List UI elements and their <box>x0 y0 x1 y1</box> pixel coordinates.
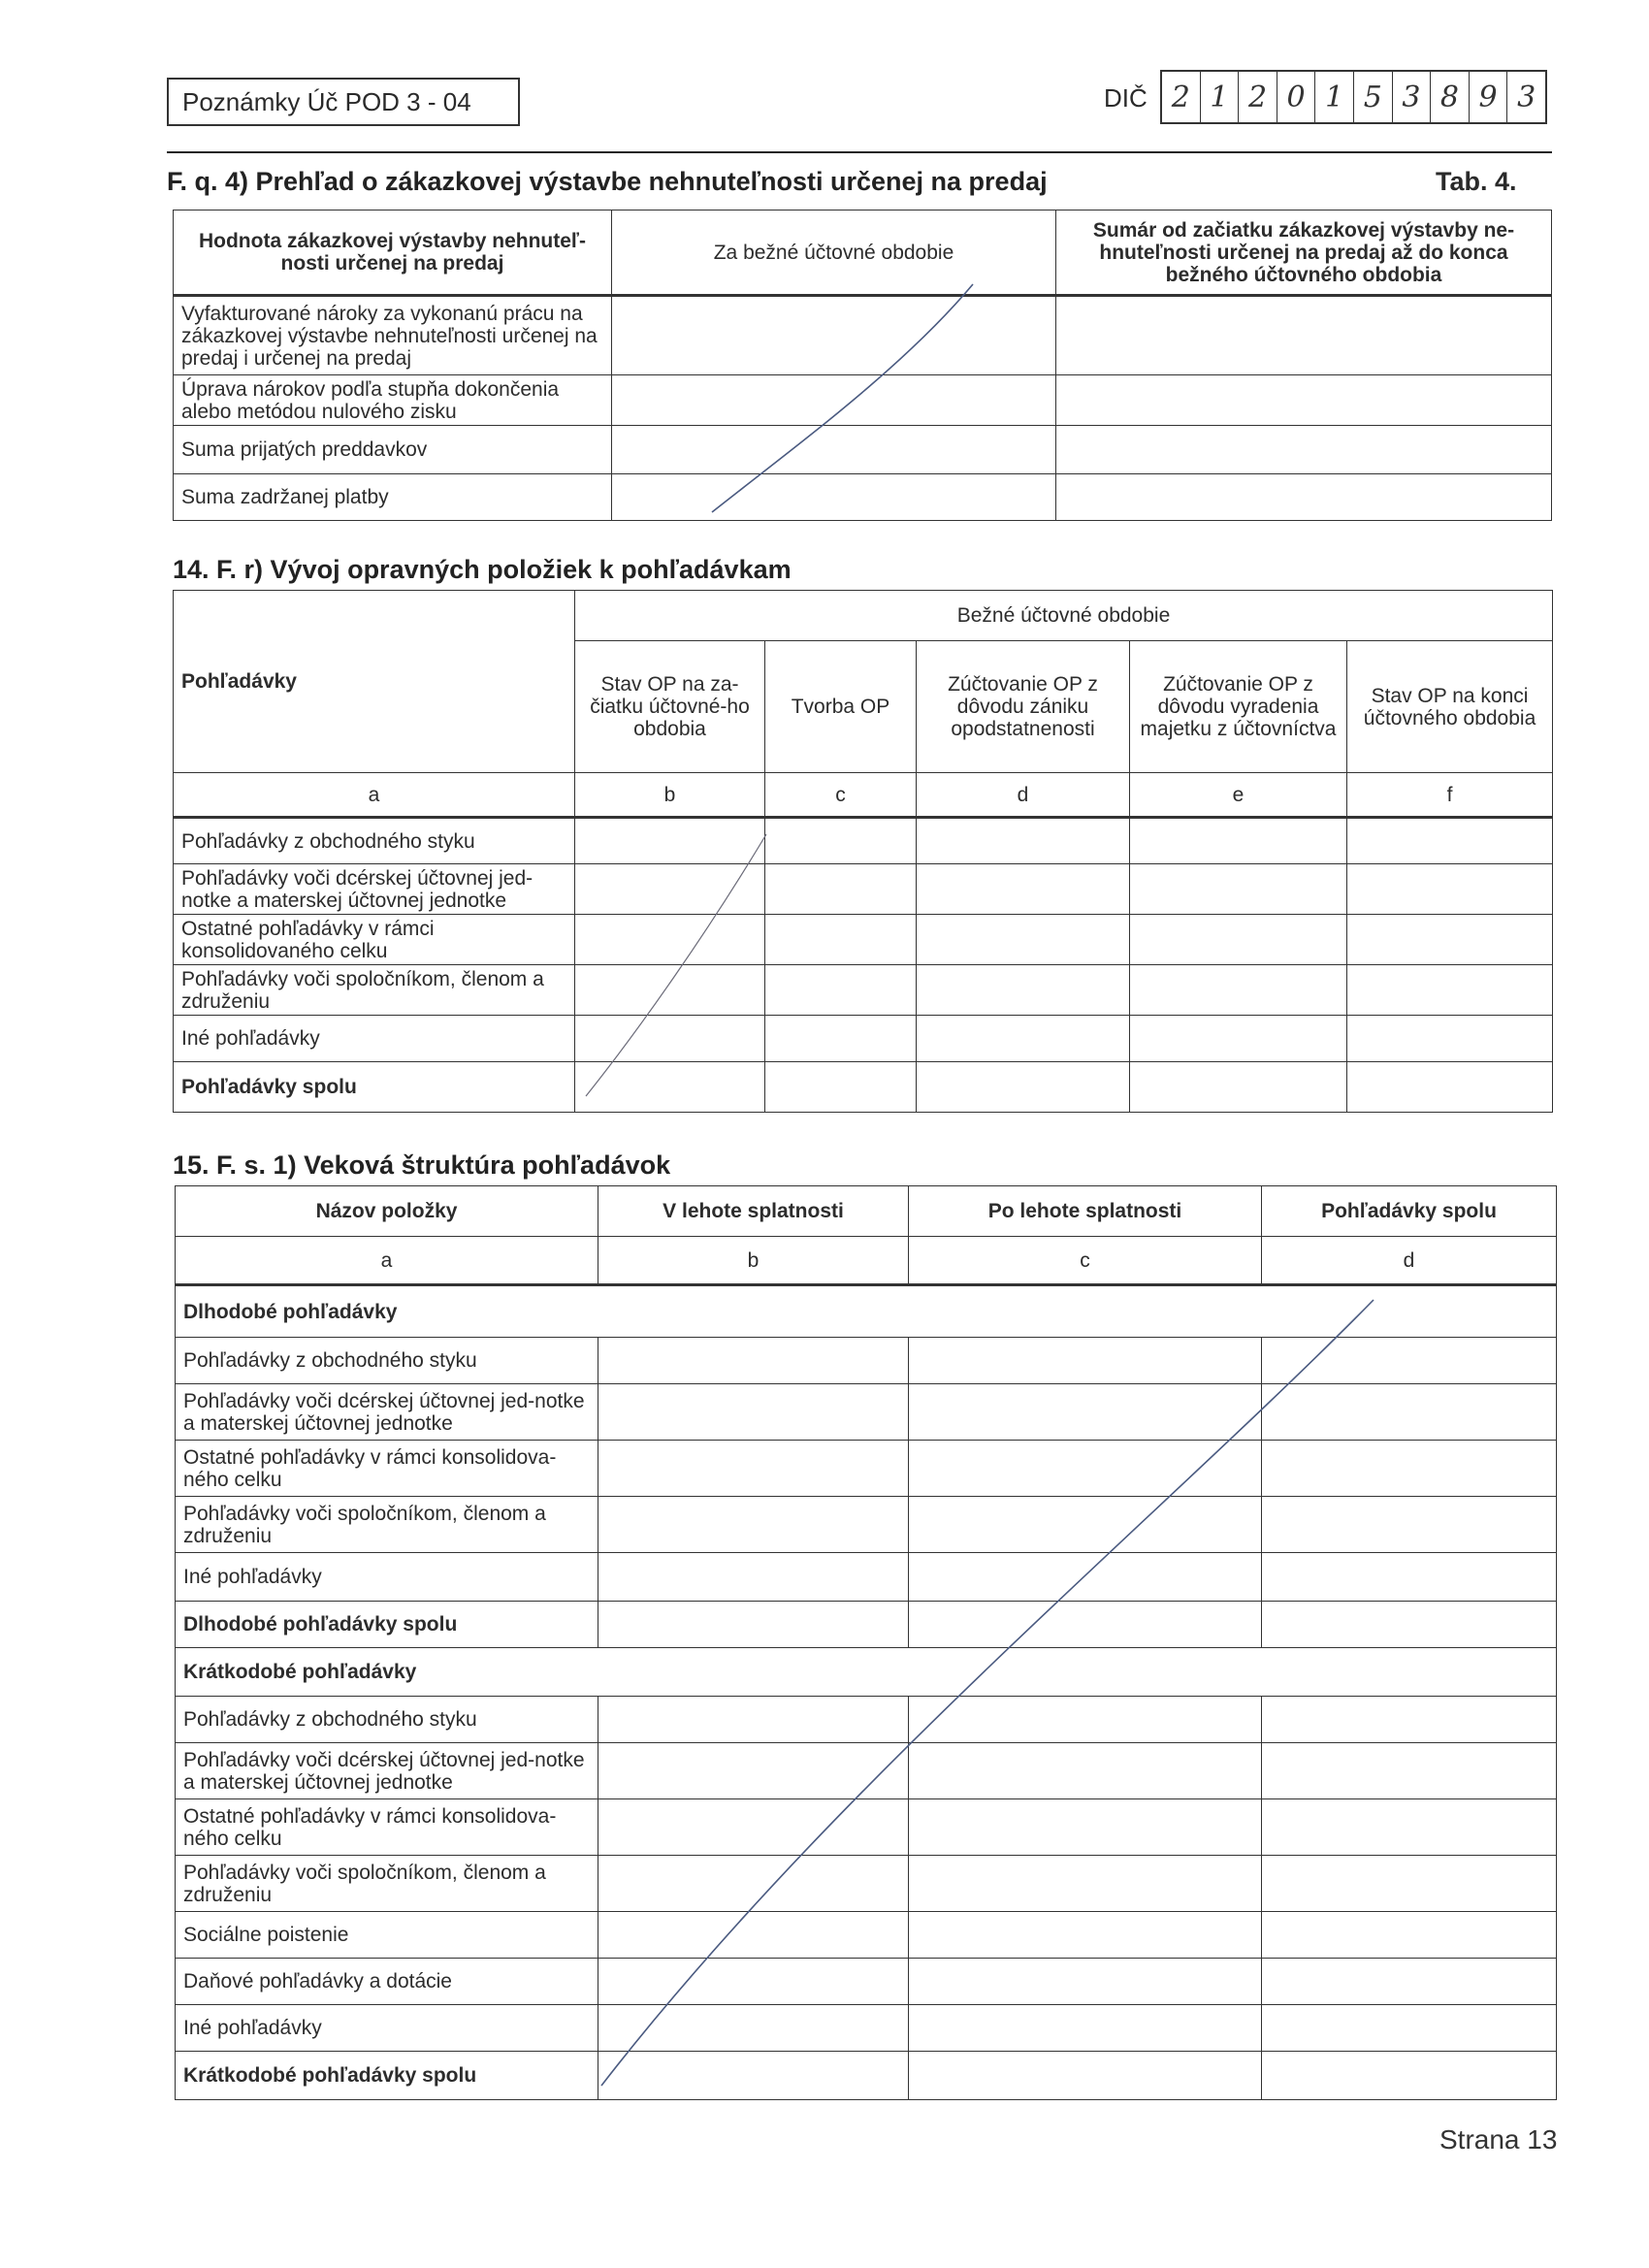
table-cell <box>909 1553 1262 1602</box>
table-cell <box>1347 864 1553 915</box>
table-cell <box>917 915 1130 965</box>
tab4-table <box>173 210 1552 521</box>
table-cell <box>598 1856 909 1912</box>
table-cell <box>909 1697 1262 1743</box>
table-cell <box>909 1497 1262 1553</box>
sec15-long-total: Dlhodobé pohľadávky spolu <box>176 1602 598 1648</box>
col-letter: b <box>575 773 765 818</box>
sec15-row-label: Pohľadávky voči dcérskej účtovnej jed-notke a materskej účtovnej jednotke <box>176 1743 598 1799</box>
header-rule <box>167 151 1552 153</box>
sec14-row-label: Iné pohľadávky <box>174 1016 575 1062</box>
dic-digit: 0 <box>1277 72 1316 122</box>
table-cell <box>1056 375 1552 426</box>
form-label: Poznámky Úč POD 3 - 04 <box>167 78 520 126</box>
dic-boxes <box>1160 70 1547 124</box>
table-cell <box>1056 296 1552 375</box>
sec15-row-label: Iné pohľadávky <box>176 2005 598 2052</box>
table-cell <box>1262 1912 1557 1959</box>
table-cell <box>909 1441 1262 1497</box>
table-cell <box>1130 915 1347 965</box>
table-cell <box>598 1912 909 1959</box>
table-cell <box>1130 864 1347 915</box>
table-cell <box>917 965 1130 1016</box>
table-cell <box>909 1384 1262 1441</box>
table-cell <box>575 965 765 1016</box>
table-cell <box>575 1062 765 1113</box>
col-letter: a <box>174 773 575 818</box>
table-cell <box>765 915 917 965</box>
table-cell <box>765 818 917 864</box>
table-cell <box>1262 1697 1557 1743</box>
sec15-table <box>175 1185 1557 2100</box>
sec14-header-receivables: Pohľadávky <box>174 591 575 773</box>
sec14-row-label: Pohľadávky z obchodného styku <box>174 818 575 864</box>
sec15-row-label: Pohľadávky voči dcérskej účtovnej jed-notke a materskej účtovnej jednotke <box>176 1384 598 1441</box>
tab4-row-label: Úprava nárokov podľa stupňa dokončenia alebo metódou nulového zisku <box>174 375 612 426</box>
dic-digit: 9 <box>1470 72 1508 122</box>
table-cell <box>1130 1016 1347 1062</box>
page-number: Strana 13 <box>1439 2124 1558 2155</box>
table-cell <box>1347 818 1553 864</box>
sec15-long-header: Dlhodobé pohľadávky <box>176 1285 1557 1338</box>
dic-digit: 1 <box>1201 72 1240 122</box>
table-cell <box>1262 1959 1557 2005</box>
table-cell <box>1262 1553 1557 1602</box>
table-cell <box>598 2005 909 2052</box>
sec14-row-label: Pohľadávky voči spoločníkom, členom a združeniu <box>174 965 575 1016</box>
sec14-header-creation: Tvorba OP <box>765 641 917 773</box>
table-cell <box>598 1743 909 1799</box>
table-cell <box>598 1338 909 1384</box>
sec15-row-label: Pohľadávky z obchodného styku <box>176 1338 598 1384</box>
table-cell <box>1262 2052 1557 2100</box>
table-cell <box>1056 474 1552 521</box>
table-cell <box>1130 818 1347 864</box>
tab4-label: Tab. 4. <box>1436 167 1517 196</box>
sec15-header-total: Pohľadávky spolu <box>1262 1186 1557 1237</box>
table-cell <box>1347 915 1553 965</box>
dic-digit: 3 <box>1393 72 1432 122</box>
sec15-header-overdue: Po lehote splatnosti <box>909 1186 1262 1237</box>
table-cell <box>612 474 1056 521</box>
table-cell <box>765 1016 917 1062</box>
table-cell <box>612 375 1056 426</box>
sec15-header-due: V lehote splatnosti <box>598 1186 909 1237</box>
dic-label: DIČ <box>1104 83 1148 113</box>
table-cell <box>598 1799 909 1856</box>
col-letter: b <box>598 1237 909 1285</box>
sec14-header-release-disposal: Zúčtovanie OP z dôvodu vyradenia majetku z účtovníctva <box>1130 641 1347 773</box>
table-cell <box>917 1062 1130 1113</box>
sec15-row-label: Daňové pohľadávky a dotácie <box>176 1959 598 2005</box>
table-cell <box>909 1602 1262 1648</box>
dic-digit: 1 <box>1315 72 1354 122</box>
table-cell <box>1056 426 1552 474</box>
table-cell <box>575 864 765 915</box>
sec15-header-name: Názov položky <box>176 1186 598 1237</box>
sec15-row-label: Ostatné pohľadávky v rámci konsolidova-ného celku <box>176 1441 598 1497</box>
table-cell <box>909 1799 1262 1856</box>
table-cell <box>612 426 1056 474</box>
tab4-header-current: Za bežné účtovné obdobie <box>612 211 1056 296</box>
col-letter: e <box>1130 773 1347 818</box>
col-letter: c <box>909 1237 1262 1285</box>
table-cell <box>917 818 1130 864</box>
table-cell <box>1262 1743 1557 1799</box>
table-cell <box>1262 1799 1557 1856</box>
table-cell <box>1130 965 1347 1016</box>
tab4-row-label: Suma prijatých preddavkov <box>174 426 612 474</box>
table-cell <box>765 965 917 1016</box>
table-cell <box>917 1016 1130 1062</box>
table-cell <box>598 1602 909 1648</box>
table-cell <box>598 1697 909 1743</box>
tab4-header-value: Hodnota zákazkovej výstavby nehnuteľ-nosti určenej na predaj <box>174 211 612 296</box>
col-letter: d <box>917 773 1130 818</box>
sec14-header-opening: Stav OP na za-čiatku účtovné-ho obdobia <box>575 641 765 773</box>
table-cell <box>575 915 765 965</box>
dic-digit: 2 <box>1239 72 1277 122</box>
table-cell <box>1130 1062 1347 1113</box>
sec15-row-label: Sociálne poistenie <box>176 1912 598 1959</box>
table-cell <box>612 296 1056 375</box>
table-cell <box>598 2052 909 2100</box>
table-cell <box>1262 1384 1557 1441</box>
sec15-short-total: Krátkodobé pohľadávky spolu <box>176 2052 598 2100</box>
table-cell <box>909 1338 1262 1384</box>
dic-digit: 8 <box>1431 72 1470 122</box>
table-cell <box>909 1912 1262 1959</box>
sec15-row-label: Pohľadávky voči spoločníkom, členom a združeniu <box>176 1497 598 1553</box>
table-cell <box>1262 1441 1557 1497</box>
table-cell <box>1262 1497 1557 1553</box>
table-cell <box>909 1959 1262 2005</box>
sec14-header-period: Bežné účtovné obdobie <box>575 591 1553 641</box>
table-cell <box>917 864 1130 915</box>
dic-digit: 5 <box>1354 72 1393 122</box>
table-cell <box>575 1016 765 1062</box>
sec15-short-header: Krátkodobé pohľadávky <box>176 1648 1557 1697</box>
table-cell <box>598 1441 909 1497</box>
tab4-title: F. q. 4) Prehľad o zákazkovej výstavbe nehnuteľnosti určenej na predaj <box>167 167 1048 196</box>
table-cell <box>598 1497 909 1553</box>
sec14-table <box>173 590 1553 1113</box>
tab4-header-cumulative: Sumár od začiatku zákazkovej výstavby ne-hnuteľnosti určenej na predaj až do konca bežného účtovného obdobia <box>1056 211 1552 296</box>
table-cell <box>909 2052 1262 2100</box>
table-cell <box>1347 1016 1553 1062</box>
table-cell <box>1262 1856 1557 1912</box>
table-cell <box>598 1959 909 2005</box>
sec15-title: 15. F. s. 1) Veková štruktúra pohľadávok <box>173 1150 671 1180</box>
table-cell <box>909 1856 1262 1912</box>
sec14-header-release-obsolete: Zúčtovanie OP z dôvodu zániku opodstatnenosti <box>917 641 1130 773</box>
table-cell <box>1347 965 1553 1016</box>
sec14-total-label: Pohľadávky spolu <box>174 1062 575 1113</box>
table-cell <box>575 818 765 864</box>
sec15-row-label: Iné pohľadávky <box>176 1553 598 1602</box>
table-cell <box>765 864 917 915</box>
col-letter: a <box>176 1237 598 1285</box>
sec15-row-label: Ostatné pohľadávky v rámci konsolidova-ného celku <box>176 1799 598 1856</box>
table-cell <box>1262 1338 1557 1384</box>
sec14-row-label: Ostatné pohľadávky v rámci konsolidovaného celku <box>174 915 575 965</box>
table-cell <box>909 1743 1262 1799</box>
col-letter: d <box>1262 1237 1557 1285</box>
sec14-row-label: Pohľadávky voči dcérskej účtovnej jed-notke a materskej účtovnej jednotke <box>174 864 575 915</box>
table-cell <box>765 1062 917 1113</box>
table-cell <box>1262 1602 1557 1648</box>
table-cell <box>598 1384 909 1441</box>
col-letter: c <box>765 773 917 818</box>
sec14-header-closing: Stav OP na konci účtovného obdobia <box>1347 641 1553 773</box>
tab4-row-label: Suma zadržanej platby <box>174 474 612 521</box>
table-cell <box>909 2005 1262 2052</box>
table-cell <box>598 1553 909 1602</box>
table-cell <box>1262 2005 1557 2052</box>
sec14-title: 14. F. r) Vývoj opravných položiek k pohľadávkam <box>173 555 792 584</box>
dic-digit: 2 <box>1162 72 1201 122</box>
dic-digit: 3 <box>1517 80 1536 114</box>
col-letter: f <box>1347 773 1553 818</box>
tab4-row-label: Vyfakturované nároky za vykonanú prácu na zákazkovej výstavbe nehnuteľnosti určenej na predaj i určenej na predaj <box>174 296 612 375</box>
table-cell <box>1347 1062 1553 1113</box>
sec15-row-label: Pohľadávky voči spoločníkom, členom a združeniu <box>176 1856 598 1912</box>
sec15-row-label: Pohľadávky z obchodného styku <box>176 1697 598 1743</box>
